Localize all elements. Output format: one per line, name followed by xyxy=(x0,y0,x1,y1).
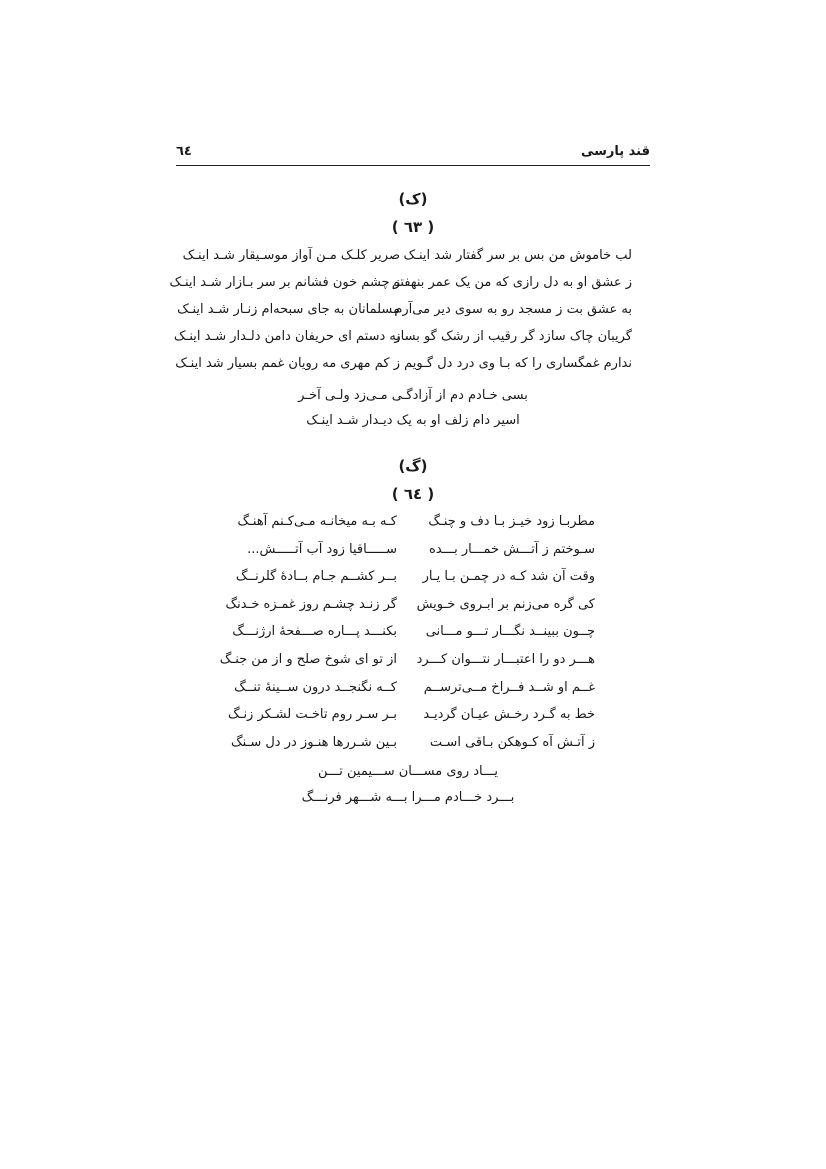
poem-number-63: ( ٦٣ ) xyxy=(391,218,435,236)
section-letter-kaf: (ک) xyxy=(398,190,428,208)
second-hemistich: ز چشم خون فشانم بر سر بـازار شـد اینـک xyxy=(169,275,400,290)
second-hemistich: کــه نگنجــد درون ســینهٔ تنــگ xyxy=(234,679,397,695)
second-hemistich: کـه بـه میخانـه مـی‌کـنم آهنـگ xyxy=(237,514,397,529)
poem-64-couplet xyxy=(226,735,595,761)
poem-64-couplet xyxy=(226,707,595,733)
poem-64-couplet xyxy=(226,514,595,540)
poem-64-closing-line-2: بـــرد خـــادم مـــرا بـــه شـــهر فرنـــگ xyxy=(301,790,515,805)
page-number: ٦٤ xyxy=(176,144,192,159)
first-hemistich: لب خاموش من بس بر سر گفتار شد اینـک xyxy=(403,248,632,263)
second-hemistich: بـین شـررها هنـوز در دل سـنگ xyxy=(230,734,397,750)
first-hemistich: وقت آن شد کـه در چمـن بـا یـار xyxy=(422,569,595,585)
poem-63-closing-line-1: بسی خـادم دم از آزادگـی مـی‌زد ولـی آخـر xyxy=(298,388,528,403)
first-hemistich: ز آتـش آه کـوهکن بـاقی اسـت xyxy=(429,734,595,750)
poem-63-couplet xyxy=(169,275,632,301)
first-hemistich: چــون ببینــد نگـــار تـــو مـــانی xyxy=(425,624,595,640)
poem-63-couplet xyxy=(182,248,632,274)
first-hemistich: ندارم غمگساری را که بـا وی درد دل گـویم xyxy=(404,356,632,371)
poem-64-closing-line-1: یـــاد روی مســـان ســـیمین تـــن xyxy=(317,764,499,779)
running-header xyxy=(176,140,650,164)
poem-64-couplet xyxy=(226,680,595,706)
second-hemistich: از تو ای شوخ صلح و از من جنـگ xyxy=(219,652,397,667)
poem-63-couplet xyxy=(175,356,632,382)
poem-64-couplet xyxy=(226,569,595,595)
first-hemistich: ز عشق او به دل رازی که من یک عمر بنهفتم xyxy=(391,275,632,290)
second-hemistich: ســـــاقیا زود آب آتـــــش... xyxy=(247,541,397,557)
second-hemistich: گر زنـد چشـم روز غمـزه خـدنگ xyxy=(225,596,397,612)
first-hemistich: کی گره می‌زنم بر ابـروی خـویش xyxy=(416,596,595,612)
poem-64-couplet xyxy=(226,624,595,650)
second-hemistich: بکنـــد پـــاره صـــفحهٔ ارژنـــگ xyxy=(232,624,397,640)
second-hemistich: به دستم ای حریفان دامن دلـدار شـد اینـک xyxy=(173,329,400,344)
poem-63-closing-line-2: اسیر دام زلف او به یک دیـدار شـد اینـک xyxy=(306,413,520,428)
second-hemistich: بــر کشــم جـام بــادهٔ گلرنــگ xyxy=(235,569,397,585)
poem-63-couplet xyxy=(173,329,632,355)
second-hemistich: ز کم مهری مه رویان غمم بسیار شد اینـک xyxy=(175,356,400,371)
first-hemistich: به عشق بت ز مسجد رو به سوی دیر می‌آرم xyxy=(394,302,632,317)
poem-64-couplet xyxy=(226,597,595,623)
poem-64-couplet xyxy=(219,652,595,678)
first-hemistich: هـــر دو را اعتبـــار نتـــوان کـــرد xyxy=(416,652,595,667)
first-hemistich: غــم او شــد فــراخ مــی‌ترســم xyxy=(423,679,595,695)
first-hemistich: سـوختم ز آتـــش خمـــار بـــده xyxy=(429,541,595,557)
section-letter-gaf: (گ) xyxy=(398,457,428,475)
second-hemistich: بـر سـر روم تاخـت لشـکر زنـگ xyxy=(228,707,397,723)
book-title: قند پارسی xyxy=(580,144,650,159)
poem-64-couplet xyxy=(226,542,595,568)
first-hemistich: گریبان چاک سازد گر رقیب از رشک گو بساز xyxy=(394,329,632,344)
first-hemistich: خط به گـرد رخـش عیـان گردیـد xyxy=(423,707,595,723)
second-hemistich: صریر کلـک مـن آواز موسـیقار شـد اینـک xyxy=(182,248,400,263)
poem-number-64: ( ٦٤ ) xyxy=(391,485,435,503)
header-rule xyxy=(176,165,650,166)
second-hemistich: مسلمانان به جای سبحه‌ام زنـار شـد اینـک xyxy=(177,302,400,317)
poem-63-couplet xyxy=(177,302,632,328)
first-hemistich: مطربـا زود خیـز بـا دف و چنـگ xyxy=(428,514,595,529)
